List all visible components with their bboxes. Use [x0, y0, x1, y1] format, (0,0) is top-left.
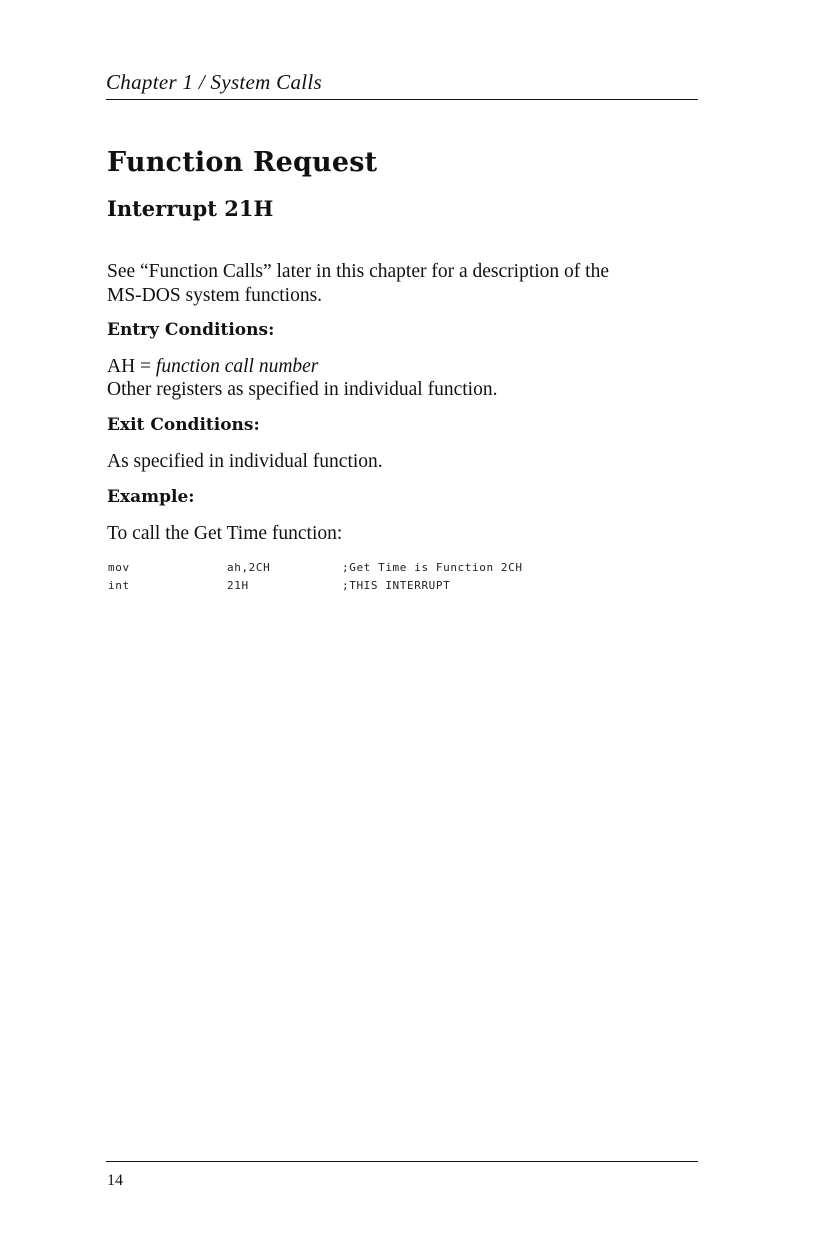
code-op: mov	[108, 561, 130, 574]
entry-conditions-label: Entry Conditions:	[107, 320, 275, 340]
example-label: Example:	[107, 487, 195, 507]
intro-paragraph-line-1: See “Function Calls” later in this chapter for a description of the	[107, 261, 609, 282]
header-rule	[106, 99, 698, 100]
entry-ah-value: function call number	[155, 356, 319, 377]
code-comment: ;Get Time is Function 2CH	[342, 561, 523, 574]
entry-ah-line	[107, 355, 707, 378]
code-op: int	[108, 579, 130, 592]
running-head: Chapter 1 / System Calls	[106, 70, 323, 94]
example-text: To call the Get Time function:	[107, 523, 343, 544]
exit-conditions-label: Exit Conditions:	[107, 415, 260, 435]
entry-other-registers: Other registers as specified in individual function.	[107, 379, 498, 400]
exit-conditions-text: As specified in individual function.	[107, 451, 383, 472]
footer-rule	[106, 1161, 698, 1162]
page-number: 14	[107, 1172, 123, 1189]
code-arg: 21H	[227, 579, 249, 592]
entry-ah-prefix: AH =	[107, 356, 156, 377]
page-title: Function Request	[107, 147, 378, 178]
intro-paragraph-line-2: MS-DOS system functions.	[107, 285, 323, 306]
section-subtitle: Interrupt 21H	[107, 196, 274, 221]
code-arg: ah,2CH	[227, 561, 271, 574]
code-comment: ;THIS INTERRUPT	[342, 579, 451, 592]
